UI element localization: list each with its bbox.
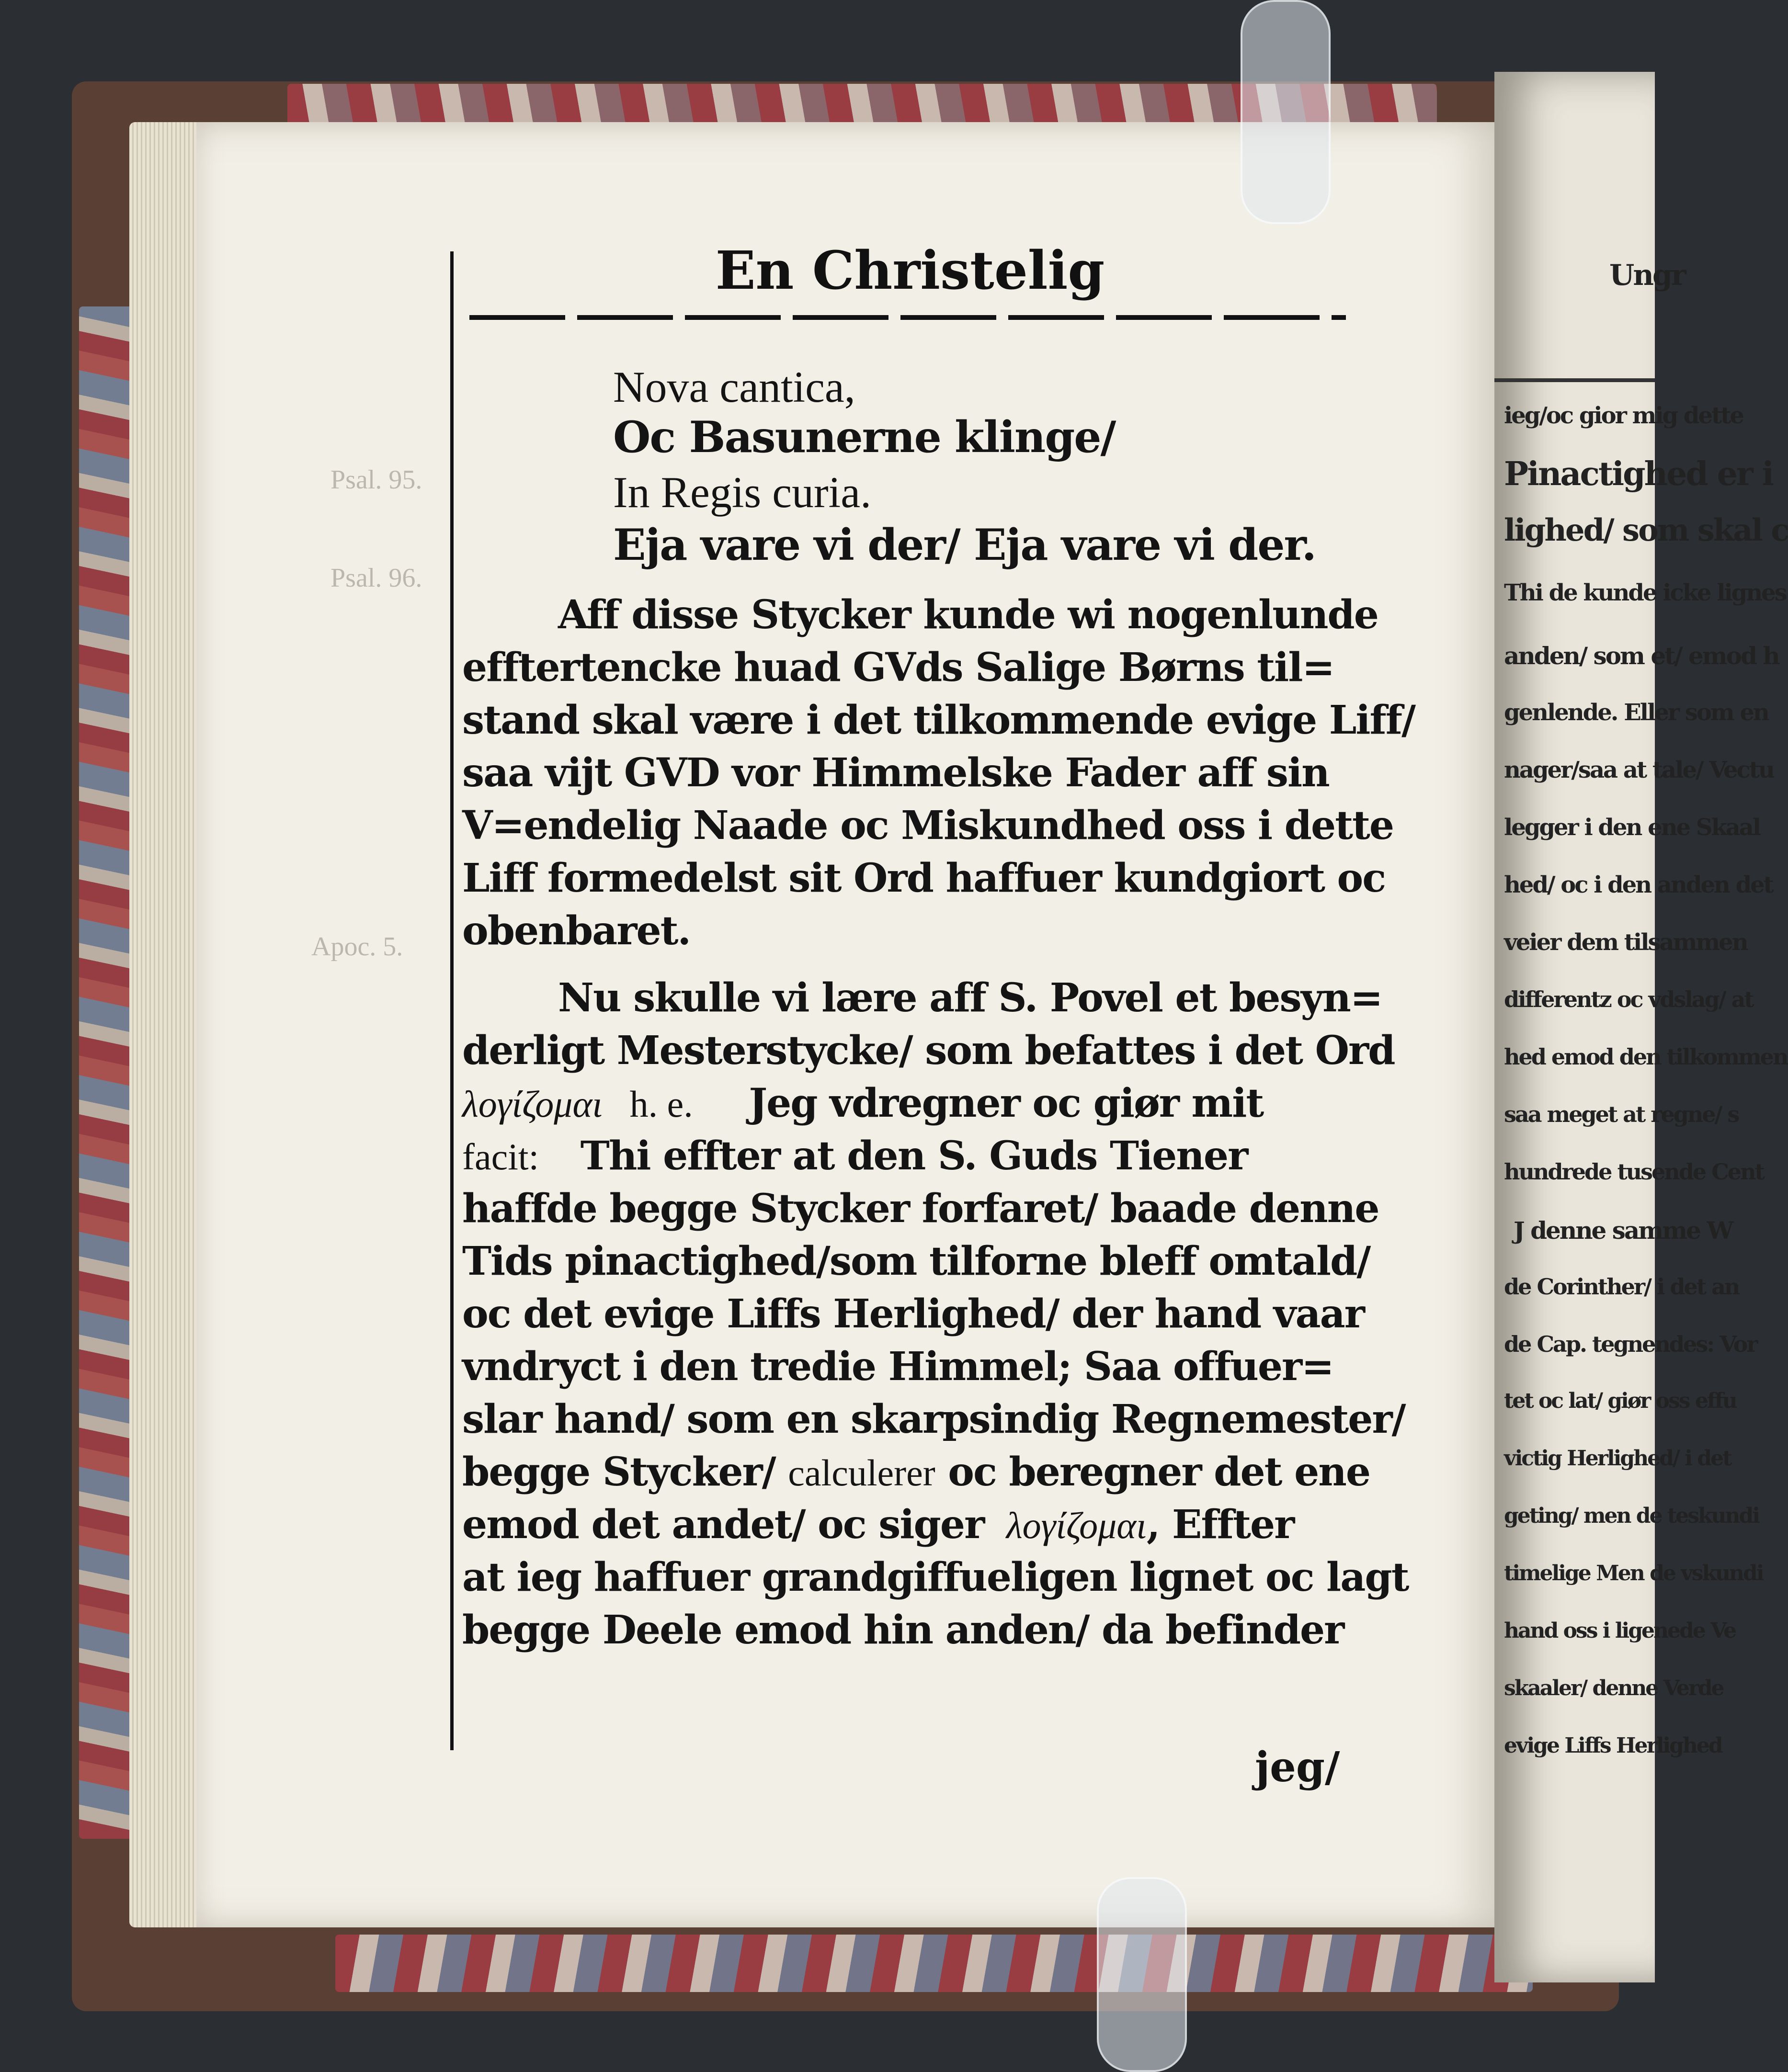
greek-word: λογίζομαι	[1006, 1505, 1147, 1546]
body-line: haffde begge Stycker forfaret/ baade denne	[462, 1186, 1379, 1232]
left-vertical-rule	[450, 251, 454, 1750]
body-line: stand skal være i det tilkommende evige Liff/	[462, 697, 1415, 743]
running-header: En Christelig	[715, 239, 1105, 301]
body-text: Jeg vdregner oc giør mit	[749, 1080, 1264, 1126]
facing-line: J denne samme W	[1514, 1216, 1732, 1245]
body-line	[462, 1499, 1353, 1551]
verse-line: In Regis curia.	[613, 468, 872, 517]
facing-line: veier dem tilsammen	[1504, 929, 1747, 956]
facing-line: geting/ men de teskundi	[1504, 1504, 1759, 1528]
facing-line: timelige Men de vskundi	[1504, 1561, 1763, 1585]
body-text: , Effter	[1146, 1502, 1294, 1548]
facing-line: ieg/oc gior mig dette	[1504, 402, 1743, 429]
body-line	[462, 1446, 1370, 1499]
facing-line: genlende. Eller som en	[1504, 699, 1768, 726]
facing-header: Ungr	[1609, 259, 1685, 292]
margin-note: Psal. 96.	[330, 563, 422, 593]
facing-line: de Cap. tegnendes: Vor	[1504, 1331, 1757, 1357]
body-line: V=endelig Naade oc Miskundhed oss i dette	[462, 803, 1394, 849]
latin-word: facit:	[462, 1136, 539, 1178]
facing-line: victig Herlighed/ i det	[1504, 1446, 1731, 1471]
facing-line: skaaler/ denne Verde	[1504, 1676, 1723, 1700]
page-edges	[129, 122, 206, 1927]
facing-header-rule	[1494, 378, 1655, 382]
facing-line: hed emod den tilkommen	[1504, 1044, 1788, 1070]
marbled-endpaper-bottom	[335, 1935, 1533, 1992]
abbreviation: h. e.	[629, 1083, 693, 1125]
body-line: slar hand/ som en skarpsindig Regnemester/	[462, 1396, 1405, 1442]
facing-line: hand oss i ligenede Ve	[1504, 1619, 1736, 1643]
margin-note: Apoc. 5.	[311, 932, 403, 962]
body-line: begge Deele emod hin anden/ da befinder	[462, 1607, 1344, 1653]
body-line: vndryct i den tredie Himmel; Saa offuer=	[462, 1344, 1333, 1390]
facing-line: de Corinther/ i det an	[1504, 1274, 1739, 1300]
margin-note: Psal. 95.	[330, 465, 422, 495]
header-rule	[469, 315, 1346, 320]
facing-line: differentz oc vdslag/ at	[1504, 986, 1753, 1012]
body-text: emod det andet/ oc siger	[462, 1502, 984, 1548]
facing-line: hundrede tusende Cent	[1504, 1159, 1764, 1185]
facing-line: tet oc lat/ giør oss effu	[1504, 1389, 1736, 1413]
body-line: at ieg haffuer grandgiffueligen lignet oc lagt	[462, 1554, 1409, 1600]
body-line: Tids pinactighed/som tilforne bleff omtald/	[462, 1238, 1370, 1284]
body-line: oc det evige Liffs Herlighed/ der hand vaar	[462, 1291, 1364, 1337]
body-text: begge Stycker/	[462, 1449, 775, 1495]
body-line: Nu skulle vi lære aff S. Povel et besyn=	[558, 975, 1382, 1021]
facing-line: lighed/ som skal c	[1504, 512, 1788, 548]
body-line: Aff disse Stycker kunde wi nogenlunde	[558, 592, 1378, 638]
facing-line: evige Liffs Herlighed	[1504, 1733, 1722, 1758]
greek-word: λογίζομαι	[462, 1083, 603, 1125]
page-clip-bottom	[1097, 1877, 1187, 2072]
verse-line: Oc Basunerne klinge/	[613, 412, 1116, 463]
latin-word: calculerer	[788, 1452, 935, 1494]
body-text: oc beregner det ene	[948, 1449, 1370, 1495]
facing-line: anden/ som et/ emod h	[1504, 642, 1779, 670]
facing-line: Thi de kunde icke lignes	[1504, 579, 1786, 606]
page-clip-top	[1241, 0, 1331, 224]
body-text: Thi effter at den S. Guds Tiener	[580, 1133, 1248, 1179]
facing-line: Pinactighed er i	[1504, 455, 1773, 493]
body-line: obenbaret.	[462, 908, 691, 954]
body-line: saa vijt GVD vor Himmelske Fader aff sin	[462, 750, 1329, 796]
body-line: efftertencke huad GVds Salige Børns til=	[462, 645, 1334, 691]
catchword: jeg/	[1255, 1743, 1340, 1791]
facing-line: hed/ oc i den anden det	[1504, 872, 1773, 898]
facing-line: saa meget at regne/ s	[1504, 1101, 1739, 1127]
body-line	[462, 1130, 1353, 1183]
facing-line: nager/saa at tale/ Vectu	[1504, 757, 1774, 783]
facing-page	[1494, 72, 1788, 1982]
verse-line: Nova cantica,	[613, 362, 855, 411]
body-line: Liff formedelst sit Ord haffuer kundgiort oc	[462, 855, 1386, 901]
verse-line: Eja vare vi der/ Eja vare vi der.	[613, 520, 1316, 570]
body-line: derligt Mesterstycke/ som befattes i det Ord	[462, 1028, 1395, 1074]
facing-line: legger i den ene Skaal	[1504, 814, 1760, 841]
body-line	[462, 1077, 1353, 1130]
